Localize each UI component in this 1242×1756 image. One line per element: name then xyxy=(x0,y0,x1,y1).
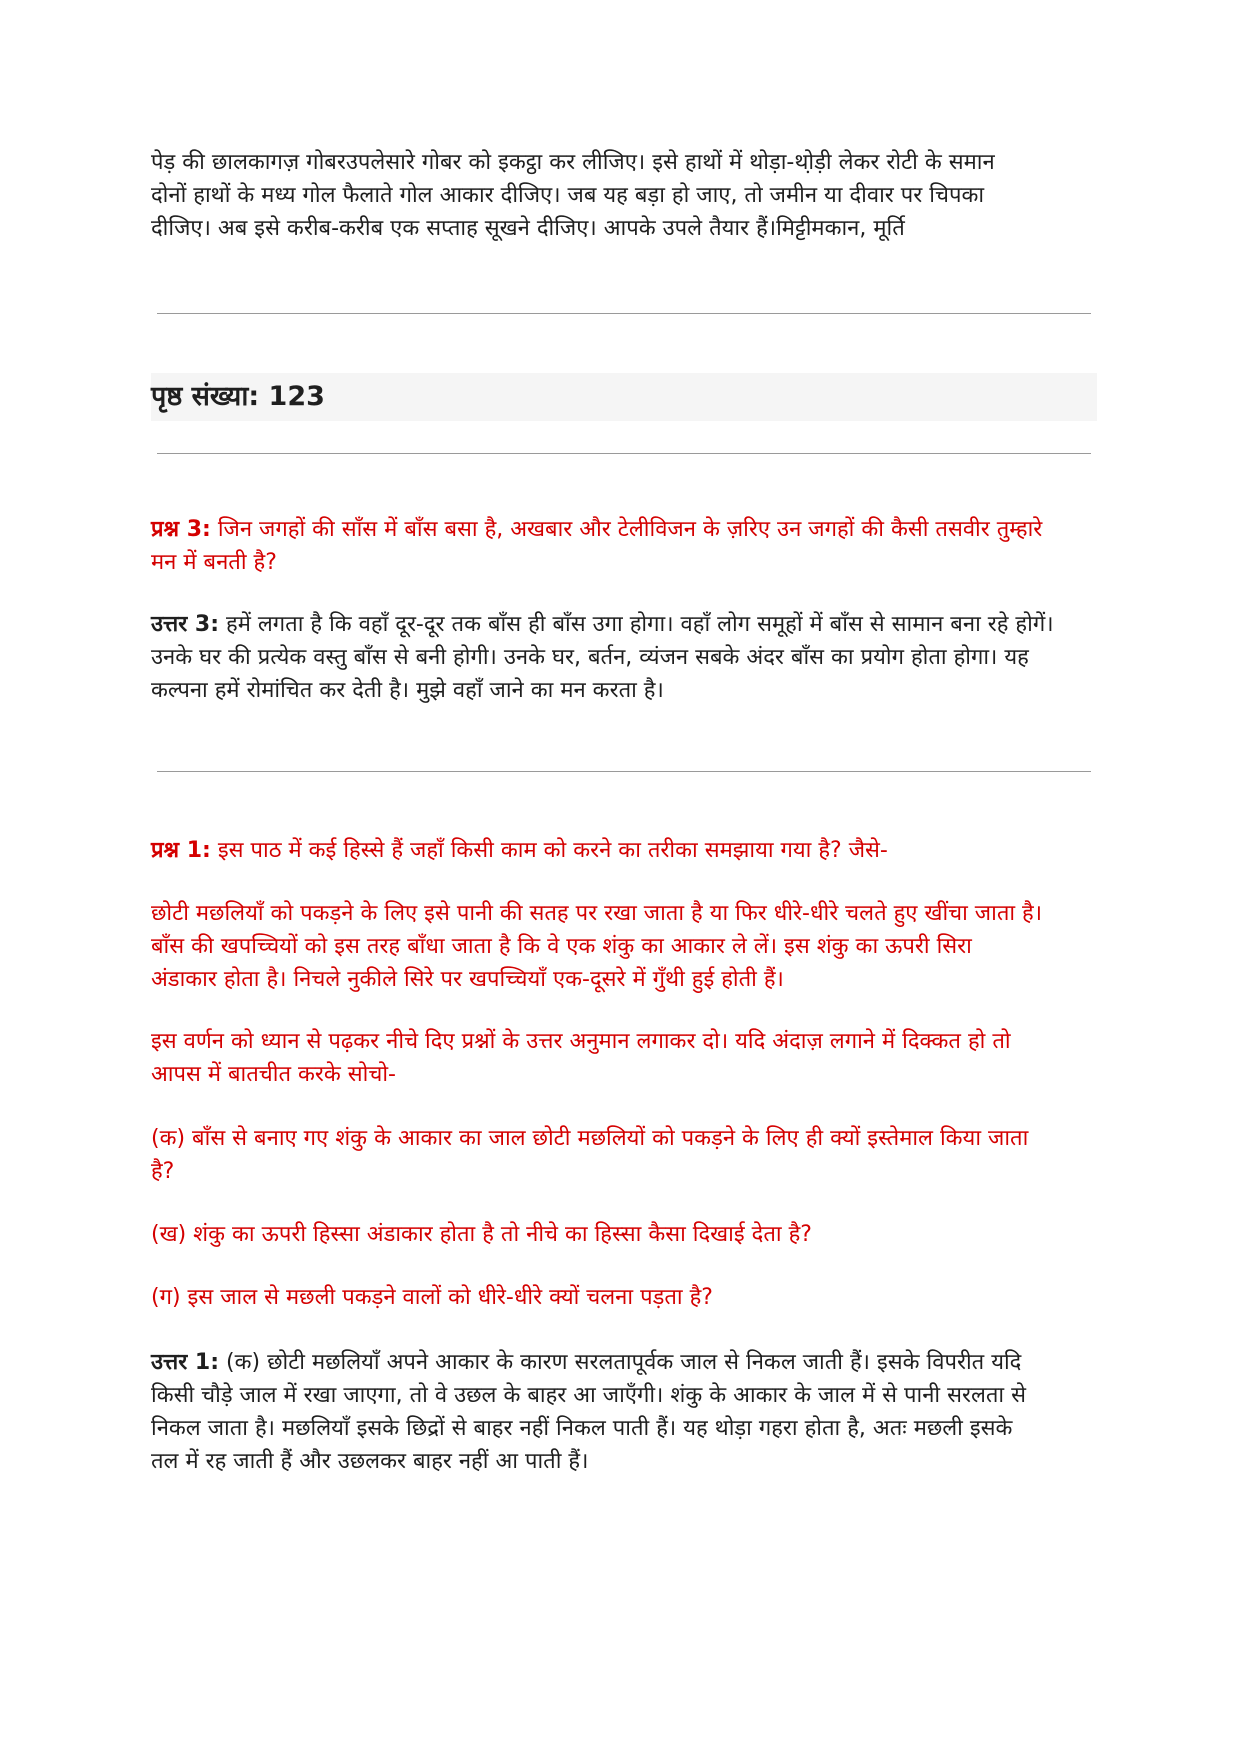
question-1-instruction xyxy=(151,1025,1091,1091)
question-text: जिन जगहों की साँस में बाँस बसा है, अखबार और टेलीविजन के ज़रिए उन जगहों की कैसी तसवीर तुम्हारे xyxy=(210,517,1043,542)
question-text: (क) बाँस से बनाए गए शंकु के आकार का जाल छोटी मछलियों को पकड़ने के लिए ही क्यों इस्तेमाल किया जाता xyxy=(151,1126,1029,1151)
question-text: आपस में बातचीत करके सोचो- xyxy=(151,1062,396,1087)
page-number-heading: पृष्ठ संख्या: 123 xyxy=(151,381,325,412)
divider xyxy=(157,453,1091,454)
sub-question-kha xyxy=(151,1218,1091,1251)
divider xyxy=(157,313,1091,314)
question-text: अंडाकार होता है। निचले नुकीले सिरे पर खपच्चियाँ एक-दूसरे में गुँथी हुई होती हैं। xyxy=(151,967,784,992)
sub-question-ka xyxy=(151,1122,1091,1188)
question-1 xyxy=(151,834,1091,867)
intro-line: पेड़ की छालकागज़ गोबरउपलेसारे गोबर को इकट्ठा कर लीजिए। इसे हाथों में थोड़ा-थो़ड़ी लेकर रोटी के समान xyxy=(151,150,995,175)
question-text: छोटी मछलियाँ को पकड़ने के लिए इसे पानी की सतह पर रखा जाता है या फिर धीरे-धीरे चलते हुए खींचा जाता है। xyxy=(151,901,1043,926)
question-text: इस वर्णन को ध्यान से पढ़कर नीचे दिए प्रश्नों के उत्तर अनुमान लगाकर दो। यदि अंदाज़ लगाने में दिक्कत हो तो xyxy=(151,1029,1011,1054)
question-3 xyxy=(151,513,1091,579)
question-text: (ग) इस जाल से मछली पकड़ने वालों को धीरे-धीरे क्यों चलना पड़ता है? xyxy=(151,1285,713,1310)
question-text: इस पाठ में कई हिस्से हैं जहाँ किसी काम को करने का तरीका समझाया गया है? जैसे- xyxy=(210,838,888,863)
question-label: प्रश्न 3: xyxy=(151,517,211,542)
answer-text: (क) छोटी मछलियाँ अपने आकार के कारण सरलतापूर्वक जाल से निकल जाती हैं। इसके विपरीत यदि xyxy=(219,1350,1022,1375)
answer-text: निकल जाता है। मछलियाँ इसके छिद्रों से बाहर नहीं निकल पाती हैं। यह थोड़ा गहरा होता है, अतः मछली इसके xyxy=(151,1416,1013,1441)
answer-text: हमें लगता है कि वहाँ दूर-दूर तक बाँस ही बाँस उगा होगा। वहाँ लोग समूहों में बाँस से सामान बना रहे होगें। xyxy=(219,612,1054,637)
question-text: है? xyxy=(151,1159,175,1184)
answer-1 xyxy=(151,1346,1091,1478)
question-label: प्रश्न 1: xyxy=(151,838,211,863)
intro-line: दीजिए। अब इसे करीब-करीब एक सप्ताह सूखने दीजिए। आपके उपले तैयार हैं।मिट्टीमकान, मूर्ति xyxy=(151,216,905,241)
intro-paragraph xyxy=(151,146,1091,245)
question-1-description xyxy=(151,897,1091,996)
answer-text: किसी चौड़े जाल में रखा जाएगा, तो वे उछल के बाहर आ जाएँगी। शंकु के आकार के जाल में से पानी सरलता से xyxy=(151,1383,1026,1408)
question-text: (ख) शंकु का ऊपरी हिस्सा अंडाकार होता है तो नीचे का हिस्सा कैसा दिखाई देता है? xyxy=(151,1222,812,1247)
answer-label: उत्तर 1: xyxy=(151,1350,220,1375)
answer-text: तल में रह जाती हैं और उछलकर बाहर नहीं आ पाती हैं। xyxy=(151,1449,589,1474)
divider xyxy=(157,771,1091,772)
answer-text: उनके घर की प्रत्येक वस्तु बाँस से बनी होगी। उनके घर, बर्तन, व्यंजन सबके अंदर बाँस का प्रयोग होता होगा। यह xyxy=(151,645,1029,670)
question-text: बाँस की खपच्चियों को इस तरह बाँधा जाता है कि वे एक शंकु का आकार ले लें। इस शंकु का ऊपरी सिरा xyxy=(151,934,972,959)
answer-3 xyxy=(151,608,1091,707)
sub-question-ga xyxy=(151,1281,1091,1314)
question-text: मन में बनती है? xyxy=(151,550,277,575)
answer-text: कल्पना हमें रोमांचित कर देती है। मुझे वहाँ जाने का मन करता है। xyxy=(151,678,664,703)
answer-label: उत्तर 3: xyxy=(151,612,220,637)
intro-line: दोनों हाथों के मध्य गोल फैलाते गोल आकार दीजिए। जब यह बड़ा हो जाए, तो जमीन या दीवार पर चिपका xyxy=(151,183,985,208)
